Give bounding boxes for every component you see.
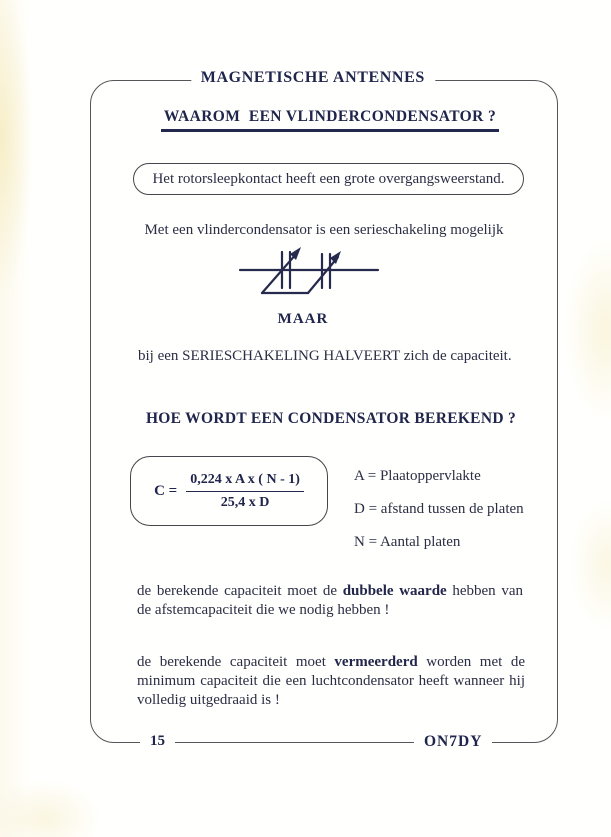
rotor-note-box: [133, 163, 524, 195]
formula-denominator: 25,4 x D: [220, 494, 270, 510]
calc-heading: HOE WORDT EEN CONDENSATOR BEREKEND ?: [145, 410, 517, 427]
formula-fraction: [186, 472, 304, 511]
legend-item-a: A = Plaatoppervlakte: [354, 468, 481, 484]
note-minimum-bold: vermeerderd: [334, 654, 418, 670]
note-double-value: [137, 582, 523, 620]
capacitor-formula-box: [130, 456, 328, 526]
series-warning-line: bij een SERIESCHAKELING HALVEERT zich de capaciteit.: [138, 348, 512, 364]
note-minimum-capacity: [137, 653, 525, 710]
callsign: ON7DY: [414, 733, 492, 751]
rotor-note-text: Het rotorsleepkontact heeft een grote overgangsweerstand.: [152, 170, 505, 187]
page-title: MAGNETISCHE ANTENNES: [191, 69, 435, 87]
but-word: MAAR: [277, 311, 329, 327]
arrow1-shaft: [262, 253, 297, 293]
series-intro-line: Met een vlindercondensator is een serieschakeling mogelijk: [144, 222, 504, 238]
formula-legend: [354, 468, 524, 567]
note-minimum-pre: de berekende capaciteit moet: [137, 654, 335, 670]
note-double-post: hebben van de afstemcapaciteit die we nodig hebben !: [137, 583, 523, 618]
page-number: 15: [140, 733, 175, 750]
note-double-bold: dubbele waarde: [342, 583, 447, 599]
butterfly-capacitor-series-icon: [238, 243, 380, 305]
formula-lhs: C =: [154, 482, 178, 499]
legend-item-d: D = afstand tussen de platen: [354, 501, 524, 517]
arrow2-head: [330, 251, 341, 264]
note-double-pre: de berekende capaciteit moet de: [137, 583, 343, 599]
formula-numerator: 0,224 x A x ( N - 1): [186, 472, 304, 492]
question-heading: [90, 108, 570, 132]
question-heading-text: WAAROM EEN VLINDERCONDENSATOR ?: [161, 108, 499, 132]
legend-item-n: N = Aantal platen: [354, 534, 461, 550]
note-minimum-post: worden met de minimum capaciteit die een luchtcondensator heeft wanneer hij volledig uitgedraaid is !: [137, 654, 525, 708]
